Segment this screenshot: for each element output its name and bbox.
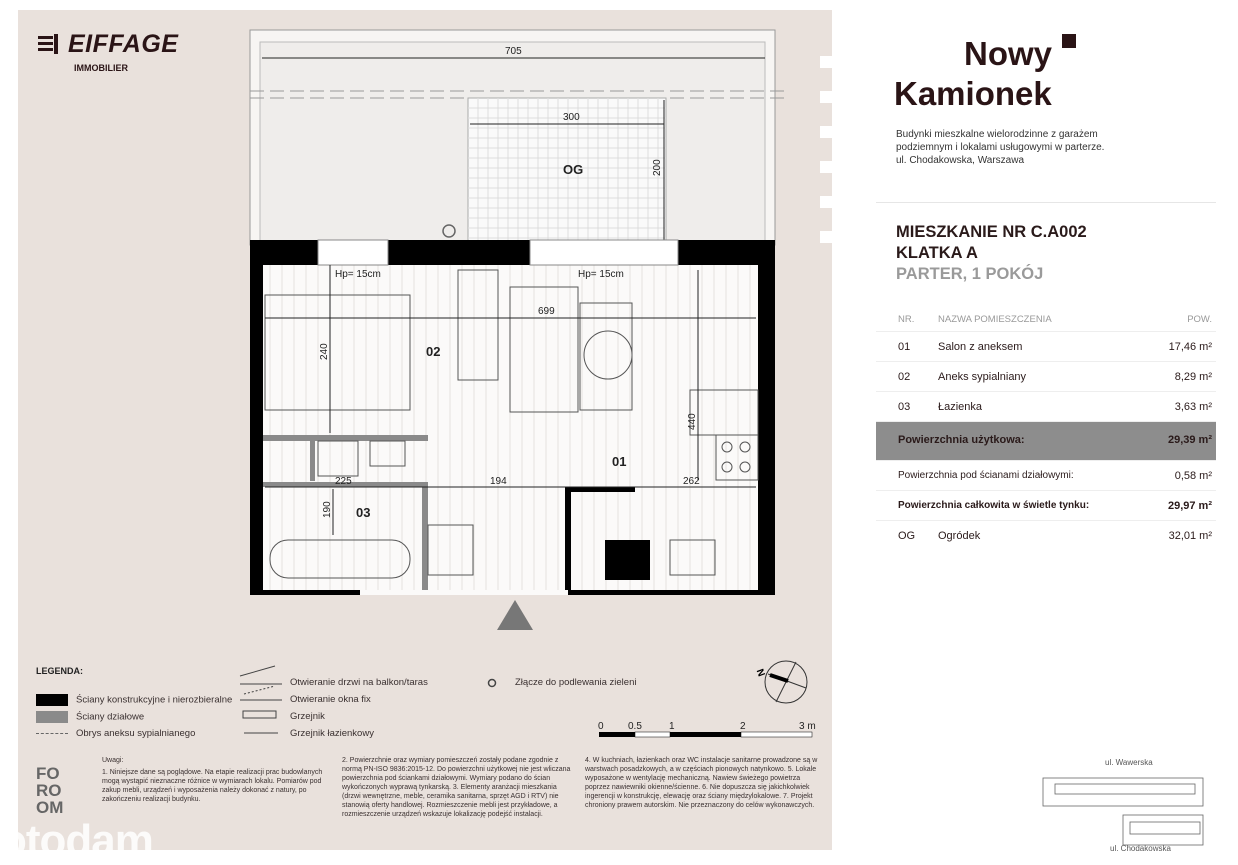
cell-area: 8,29 m² [1174, 371, 1212, 383]
rooms-table [876, 305, 1216, 550]
logo-sub: IMMOBILIER [74, 63, 128, 73]
notes-col2: 2. Powierzchnie oraz wymiary pomieszczeń zostały podane zgodnie z normą PN-ISO 9836:2015-12. Do powierzchni użytkowej nie jest wliczana powierzchnia pod ściankami działowymi. Wymiary podano do ścian wykończonych wyprawą tynkarską. 3. Elementy aranżacji mieszkania (drzwi wewnętrzne, meble, ceramika sanitarna, sprzęt AGD i RTV) nie stanowią oferty handlowej. Rozmieszczenie mebli jest przykładowe, a rozmieszczenie urządzeń wskazuje lokalizację podejść instalacji. [342, 757, 571, 818]
scale-tick: 3 m [799, 721, 816, 732]
under-walls-row [876, 461, 1216, 491]
header-area: POW. [1187, 314, 1212, 325]
description-line: podziemnym i lokalami usługowymi w parterze. [896, 142, 1105, 153]
project-name-line1: Nowy [964, 35, 1053, 72]
usable-area-row [876, 422, 1216, 461]
scale-tick: 1 [669, 721, 675, 732]
project-name-line2: Kamionek [894, 75, 1052, 112]
balcony-door [530, 240, 678, 265]
total-area-row [876, 491, 1216, 521]
dim-440: 440 [687, 413, 698, 430]
legend-item: Grzejnik łazienkowy [290, 728, 374, 739]
legend-item: Ściany konstrukcyjne i nierozbieralne [76, 694, 233, 706]
logo-square [1062, 34, 1076, 48]
under-walls-label: Powierzchnia pod ścianami działowymi: [898, 470, 1074, 481]
dim-240: 240 [319, 343, 330, 360]
notes-col1: 1. Niniejsze dane są poglądowe. Na etapie realizacji prac budowlanych mogą wystąpić nieznaczne różnice w wymiarach lokalu. Pomiarów pod zakup mebli, urządzeń i wyposażenia należy dokonać z natury, po zakończeniu realizacji budynku. [102, 769, 323, 803]
compass-n: N [753, 667, 767, 679]
scale-tick: 0.5 [628, 721, 642, 732]
room-label-01: 01 [612, 454, 627, 469]
site-plan-drawing [1035, 770, 1230, 850]
cell-name: Łazienka [938, 401, 983, 413]
right-edge-ticks [820, 56, 832, 243]
usable-area: 29,39 m² [1167, 434, 1212, 446]
dim-300: 300 [563, 112, 580, 123]
scale-tick: 0 [598, 721, 604, 732]
scale-tick: 2 [740, 721, 746, 732]
dim-194: 194 [490, 476, 507, 487]
hp-label-right: Hp= 15cm [578, 269, 624, 280]
description-line: ul. Chodakowska, Warszawa [896, 155, 1025, 166]
notes-col3: 4. W kuchniach, łazienkach oraz WC instalacje sanitarne prowadzone są w warstwach posadzkowych, a w częściach pionowych natynkowo. 5. Lokale wyposażone w wentylację mechaniczną. Nawiew świeżego powietrza poprzez nawiewniki okienne/ścienne. 6. Nie dopuszcza się jakichkolwiek ingerencji w konstrukcję, elewację oraz ściany międzylokalowe. 7. Projekt chroniony prawem autorskim. Nie przeznaczony do celów wykonawczych. [585, 757, 818, 809]
legend-title: LEGENDA: [36, 666, 83, 676]
cell-nr: 01 [898, 341, 911, 353]
cell-area: 17,46 m² [1168, 341, 1212, 353]
foro-logo: FO RO OM [36, 764, 64, 817]
header-name: NAZWA POMIESZCZENIA [938, 314, 1052, 325]
divider [876, 202, 1216, 203]
description-line: Budynki mieszkalne wielorodzinne z garażem [896, 129, 1098, 140]
dashed-outline-swatch [36, 733, 68, 734]
partition-wall [263, 435, 428, 441]
dim-699: 699 [538, 306, 555, 317]
scale-bar [598, 721, 816, 737]
entrance-arrow-icon [497, 600, 533, 630]
cell-area: 3,63 m² [1174, 401, 1212, 413]
street-bottom: ul. Chodakowska [1110, 844, 1171, 853]
project-logo [894, 34, 1052, 114]
legend-item: Obrys aneksu sypialnianego [76, 728, 196, 739]
cell-name: Aneks sypialniany [938, 371, 1027, 383]
site-plan [1035, 758, 1230, 853]
street-top: ul. Wawerska [1105, 758, 1153, 767]
legend-item: Otwieranie okna fix [290, 694, 371, 705]
compass-icon [754, 661, 807, 703]
cell-nr: OG [898, 530, 916, 542]
dim-705: 705 [505, 46, 522, 57]
table-row [876, 362, 1216, 392]
cell-name: Ogródek [938, 530, 981, 542]
room-label-og: OG [563, 162, 584, 177]
usable-label: Powierzchnia użytkowa: [898, 434, 1025, 446]
legend-item: Grzejnik [290, 711, 325, 722]
header-nr: NR. [898, 314, 915, 325]
hp-label-left: Hp= 15cm [335, 269, 381, 280]
partition-wall-swatch [36, 711, 68, 723]
dim-225: 225 [335, 476, 352, 487]
apartment-number: MIESZKANIE NR C.A002 [896, 223, 1087, 241]
cell-name: Salon z aneksem [938, 341, 1023, 353]
project-description [896, 128, 1104, 167]
apartment-floor: PARTER, 1 POKÓJ [896, 265, 1044, 283]
legend-item: Ściany działowe [76, 711, 145, 723]
dim-190: 190 [322, 501, 333, 518]
legend-item: Złącze do podlewania zieleni [515, 677, 637, 688]
otodam-watermark: otodam [0, 816, 153, 865]
total-label: Powierzchnia całkowita w świetle tynku: [898, 500, 1090, 511]
window-left [318, 240, 388, 265]
dim-200: 200 [652, 159, 663, 176]
structural-wall-swatch [36, 694, 68, 706]
apartment-staircase: KLATKA A [896, 244, 978, 262]
cell-area: 32,01 m² [1168, 530, 1212, 542]
cell-nr: 02 [898, 371, 911, 383]
apartment-heading [896, 222, 1087, 285]
room-label-02: 02 [426, 344, 441, 359]
garden-row [876, 521, 1216, 550]
table-header [876, 305, 1216, 332]
total-area: 29,97 m² [1167, 500, 1212, 512]
table-row [876, 392, 1216, 422]
legend-item: Otwieranie drzwi na balkon/taras [290, 677, 428, 688]
under-walls-area: 0,58 m² [1174, 470, 1212, 482]
cell-nr: 03 [898, 401, 911, 413]
notes-title: Uwagi: [102, 757, 124, 764]
dim-262: 262 [683, 476, 700, 487]
logo-name: EIFFAGE [68, 30, 179, 58]
room-label-03: 03 [356, 505, 371, 520]
table-row [876, 332, 1216, 362]
